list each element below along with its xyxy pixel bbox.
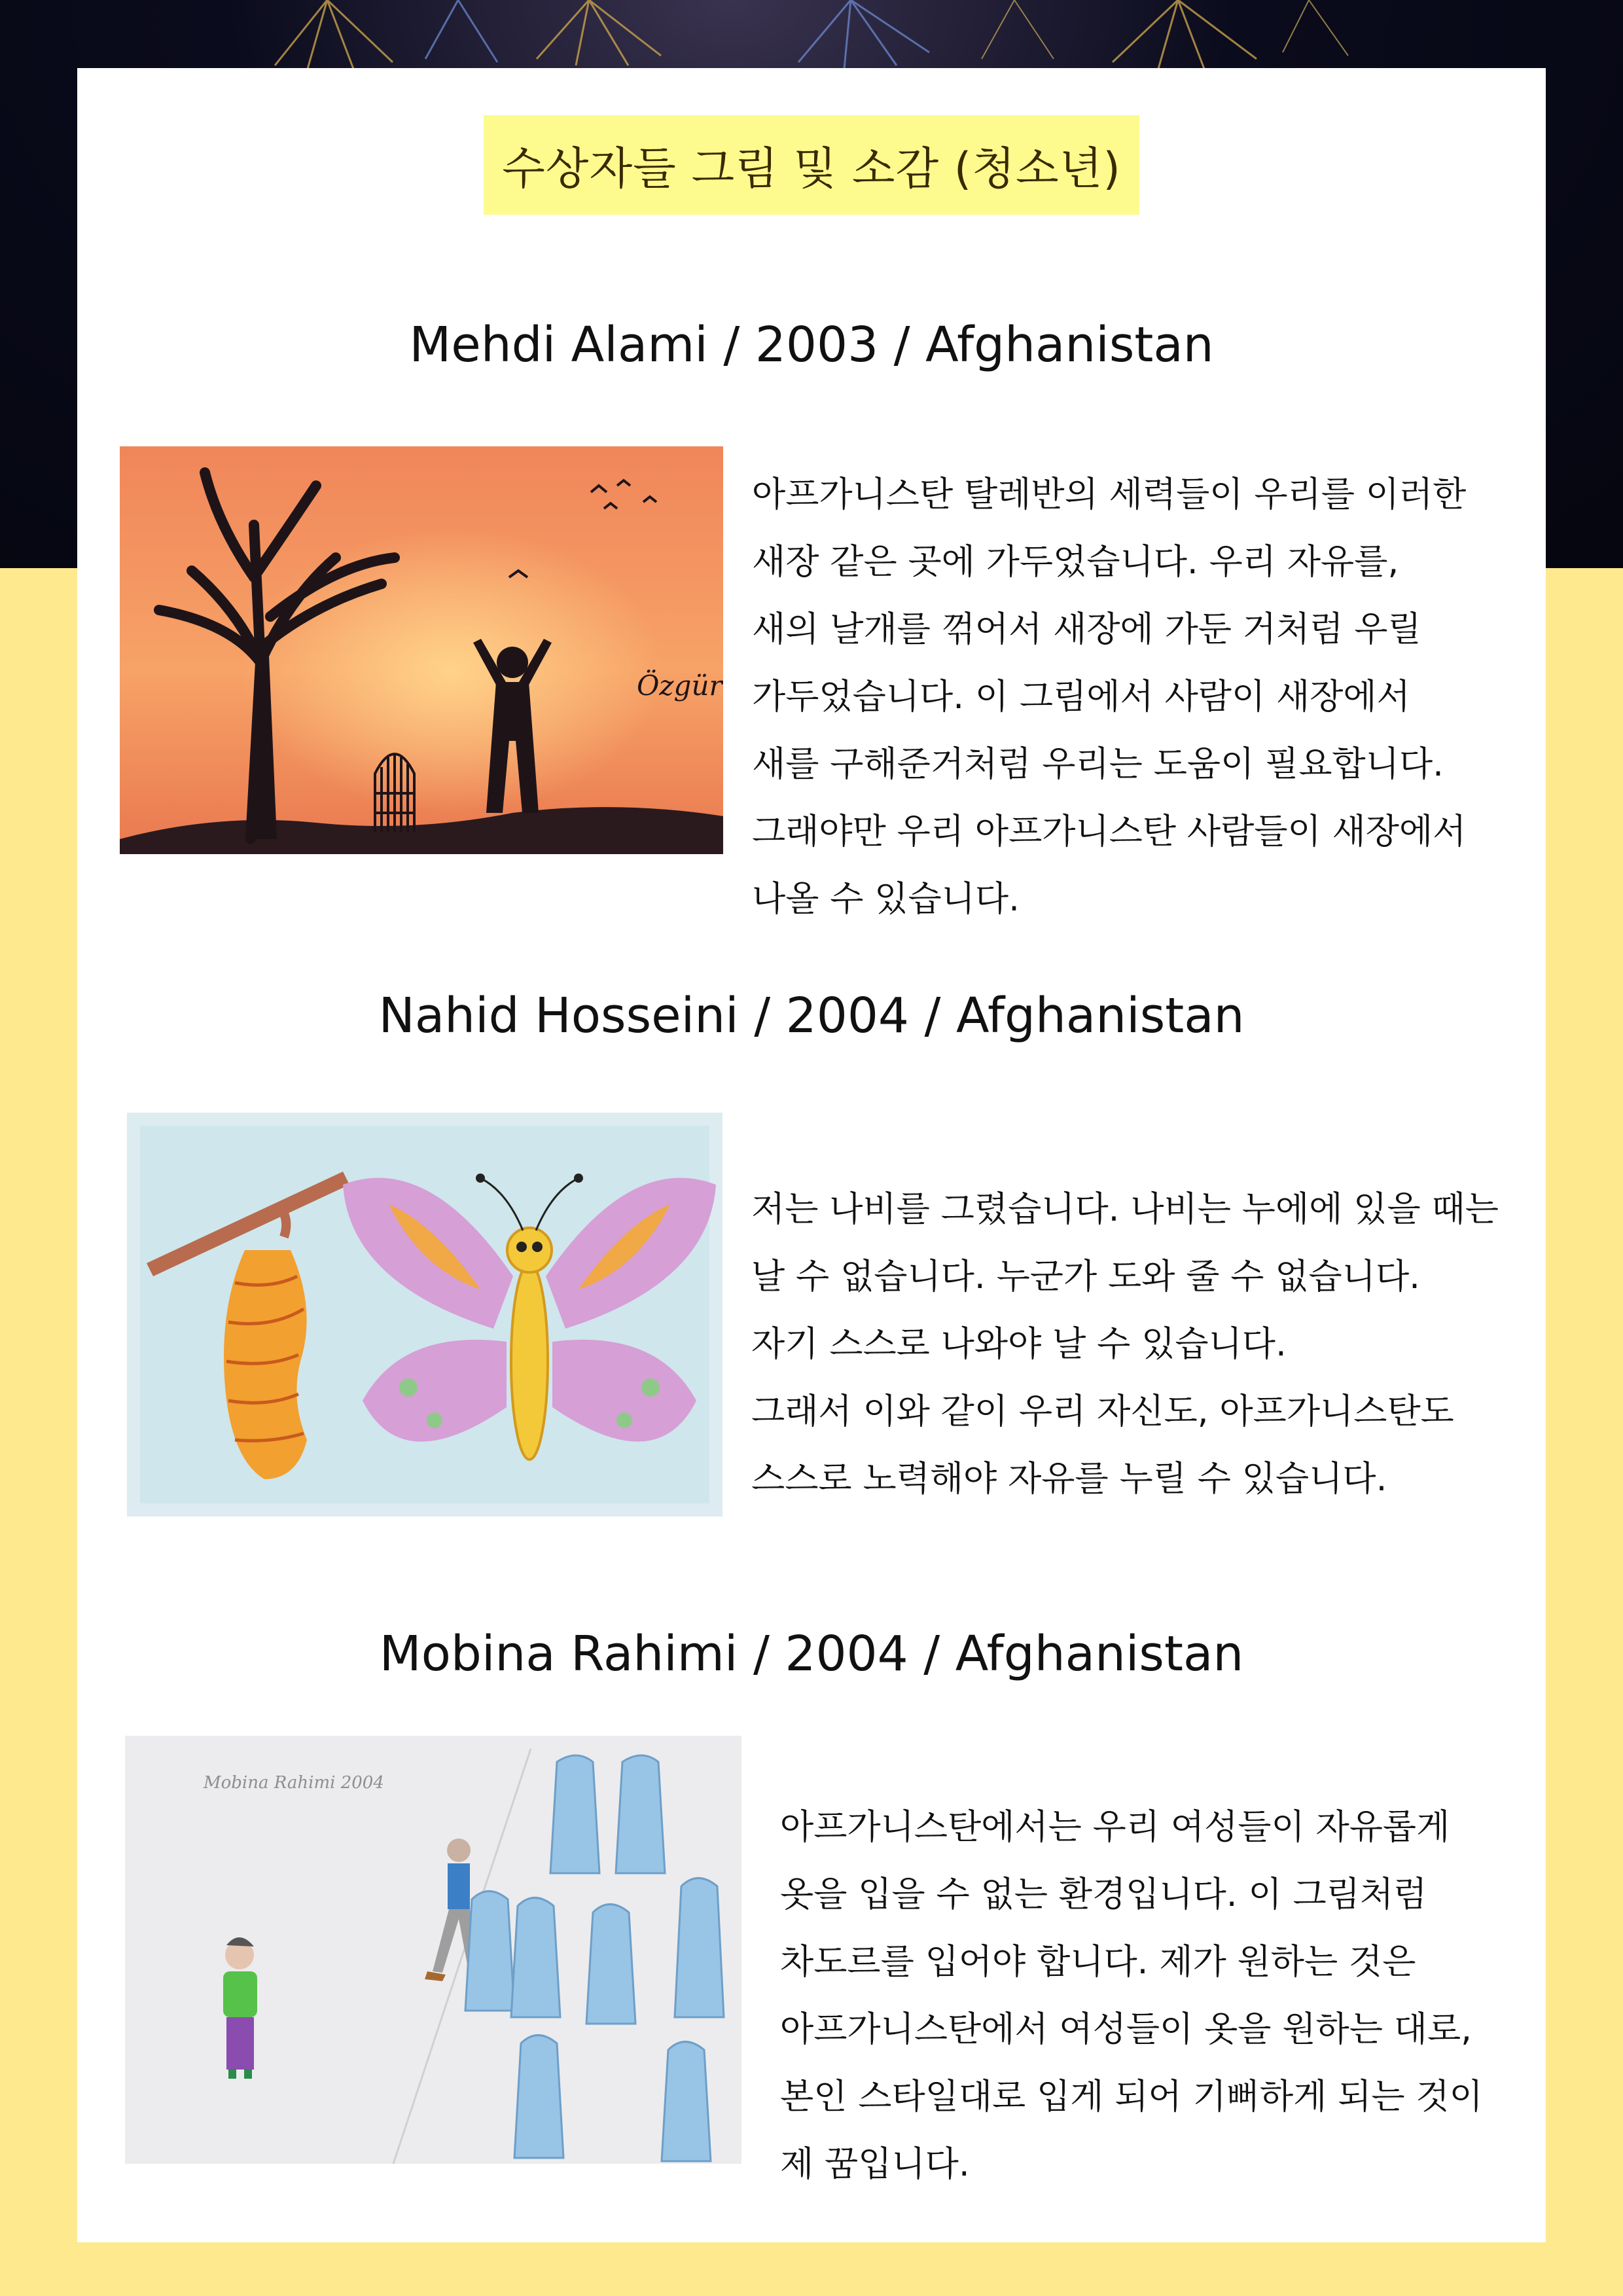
svg-text:Mobina Rahimi 2004: Mobina Rahimi 2004 — [204, 1773, 384, 1793]
content-card — [77, 68, 1546, 2242]
entry-text-nahid: 저는 나비를 그렸습니다. 나비는 누에에 있을 때는 날 수 없습니다. 누군가 도와 줄 수 없습니다. 자기 스스로 나와야 날 수 있습니다. 그래서 이와 같이 우리 자신도, 아프가니스탄도 스스로 노력해야 자유를 누릴 수 있습니다. — [751, 1189, 1499, 1499]
entry-text-mobina: 아프가니스탄에서는 우리 여성들이 자유롭게 옷을 입을 수 없는 환경입니다. 이 그림처럼 차도르를 입어야 합니다. 제가 원하는 것은 아프가니스탄에서 여성들이 옷을 원하는 대로, 본인 스타일대로 입게 되어 기뻐하게 되는 것이 제 꿈입니다. — [780, 1807, 1483, 2184]
sunset-tree-cage-painting-icon — [120, 446, 723, 854]
entry-heading-mobina: Mobina Rahimi / 2004 / Afghanistan — [379, 1626, 1244, 1682]
entry-text-mehdi: 아프가니스탄 탈레반의 세력들이 우리를 이러한 새장 같은 곳에 가두었습니다. 우리 자유를, 새의 날개를 꺾어서 새장에 가둔 거처럼 우릴 가두었습니다. 이 그림에서 사람이 새장에서 새를 구해준거처럼 우리는 도움이 필요합니다. 그래야만 우리 아프가니스탄 사람들이 새장에서 나올 수 있습니다. — [752, 475, 1467, 919]
fireworks-decoration — [0, 0, 1623, 72]
svg-text:Özgür: Özgür — [637, 670, 722, 702]
entry-heading-mehdi: Mehdi Alami / 2003 / Afghanistan — [409, 317, 1214, 373]
title-banner — [484, 115, 1139, 215]
butterfly-cocoon-drawing-icon — [127, 1113, 722, 1516]
women-in-chadors-drawing-icon — [125, 1736, 741, 2164]
page-title: 수상자들 그림 및 소감 (청소년) — [502, 143, 1121, 195]
entry-heading-nahid: Nahid Hosseini / 2004 / Afghanistan — [378, 988, 1245, 1044]
